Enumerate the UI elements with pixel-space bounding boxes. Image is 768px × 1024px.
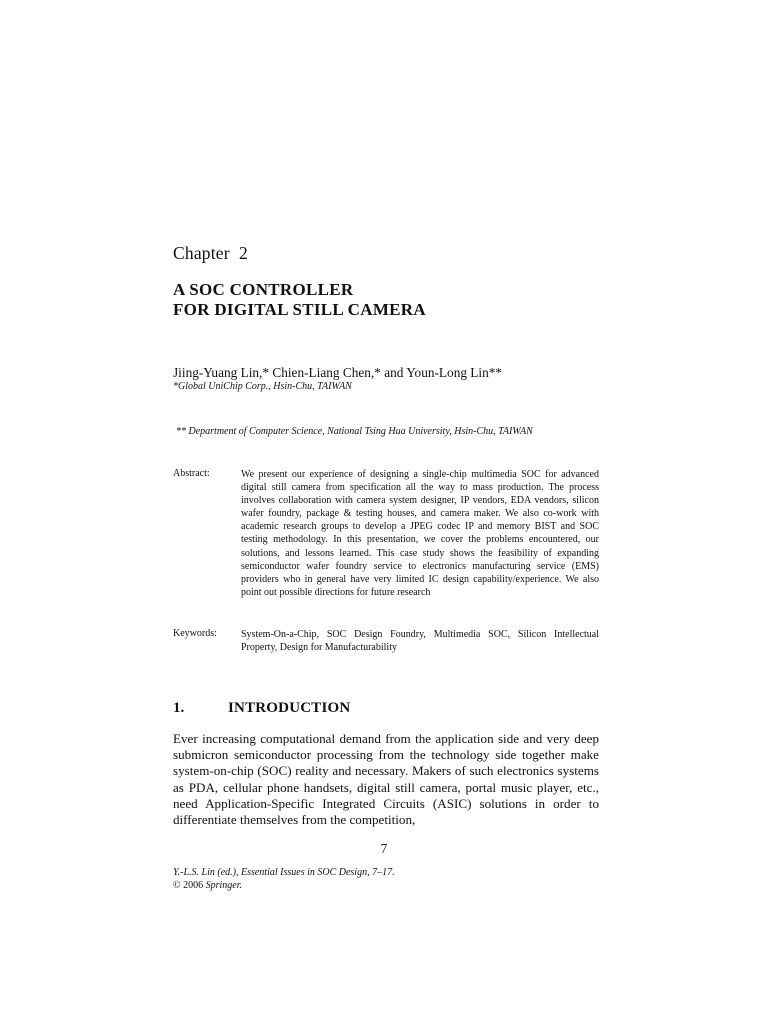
footer-citation: Y.-L.S. Lin (ed.), Essential Issues in SOC Design, 7–17.	[173, 867, 395, 878]
affiliation-1: *Global UniChip Corp., Hsin-Chu, TAIWAN	[173, 381, 352, 392]
copyright-text: © 2006	[173, 880, 206, 891]
chapter-heading: Chapter 2	[173, 243, 248, 263]
publisher-name: Springer.	[205, 880, 243, 891]
abstract-label: Abstract:	[173, 468, 210, 479]
page-number: 7	[380, 841, 388, 856]
abstract-text: We present our experience of designing a single-chip multimedia SOC for advanced digital still camera from specification all the way to mass production. The process involves collaboration with camera system designer, IP vendors, EDA vendors, silicon wafer foundry, package & testing houses, and camera maker. We also co-work with academic research groups to develop a JPEG codec IP and memory BIST and SOC testing methodology. In this presentation, we cover the problems encountered, our solutions, and lessons learned. This case study shows the feasibility of expanding semiconductor wafer foundry service to electronics manufacturing service (EMS) providers who in general have very limited IC design capability/experience. We also point out possible directions for future research	[241, 469, 599, 598]
chapter-title-line-2: FOR DIGITAL STILL CAMERA	[173, 300, 426, 319]
affiliation-2: ** Department of Computer Science, National Tsing Hua University, Hsin-Chu, TAIWAN	[176, 426, 533, 437]
keywords-text: System-On-a-Chip, SOC Design Foundry, Multimedia SOC, Silicon Intellectual Property, Design for Manufacturability	[241, 629, 599, 654]
section-number: 1.	[173, 700, 185, 716]
author-list: Jiing-Yuang Lin,* Chien-Liang Chen,* and Youn-Long Lin**	[173, 365, 503, 380]
chapter-title	[173, 280, 426, 320]
footer-copyright	[173, 880, 242, 891]
section-title: INTRODUCTION	[228, 700, 351, 716]
chapter-title-line-1: A SOC CONTROLLER	[173, 280, 354, 299]
keywords-label: Keywords:	[173, 628, 217, 639]
introduction-paragraph: Ever increasing computational demand from the application side and very deep submicron semiconductor processing from the technology side together make system-on-chip (SOC) reality and necessary. Makers of such electronics systems as PDA, cellular phone handsets, digital still camera, portal music player, etc., need Application-Specific Integrated Circuits (ASIC) solutions in order to differentiate themselves from the competition,	[173, 731, 599, 828]
